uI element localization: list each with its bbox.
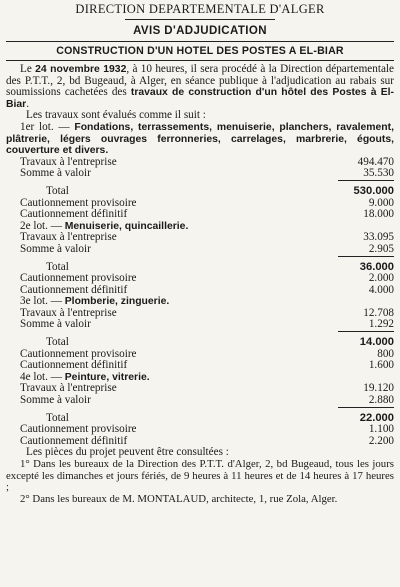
consultation-location-2: 2° Dans les bureaux de M. MONTALAUD, architecte, 1, rue Zola, Alger. (20, 492, 338, 505)
notice-subject: CONSTRUCTION D'UN HOTEL DES POSTES A EL-BIAR (56, 45, 344, 57)
lot-1-works: Travaux à l'entreprise 494.470 (20, 155, 394, 168)
lot-2-works: Travaux à l'entreprise 33.095 (20, 231, 394, 244)
lot-1-sum: Somme à valoir 35.530 (20, 167, 394, 180)
lot-2-provisional-bond: Cautionnement provisoire 2.000 (20, 272, 394, 285)
lot-4-heading: 4e lot. — Peinture, vitrerie. (20, 370, 150, 383)
lot-4-sum: Somme à valoir 2.880 (20, 394, 394, 407)
divider (6, 41, 394, 42)
estimate-line: Les travaux sont évalués comme il suit : (26, 109, 206, 122)
lot-3-heading: 3e lot. — Plomberie, zinguerie. (20, 295, 170, 308)
lot-4-works: Travaux à l'entreprise 19.120 (20, 382, 394, 395)
lot-4-total: Total 22.000 (46, 411, 394, 424)
notice-title: AVIS D'ADJUDICATION (133, 25, 267, 37)
lot-2-heading: 2e lot. — Menuiserie, quincaillerie. (20, 219, 189, 232)
intro-paragraph: Le 24 novembre 1932, à 10 heures, il sera procédé à la Direction départementale des P.T.T., 2, bd Bugeaud, à Alger, en séance publique à l'adjudication au rabais sur soumissions cachetées des travaux de construction d'un hôtel des Postes à El-Biar. (6, 63, 394, 110)
lot-2-final-bond: Cautionnement définitif 4.000 (20, 283, 394, 296)
lot-1-final-bond: Cautionnement définitif 18.000 (20, 208, 394, 221)
auction-date: 24 novembre 1932 (35, 64, 127, 75)
department-heading: DIRECTION DEPARTEMENTALE D'ALGER (75, 2, 325, 16)
newspaper-notice (6, 0, 394, 505)
divider (6, 60, 394, 61)
lot-3-sum: Somme à valoir 1.292 (20, 318, 394, 331)
lot-3-provisional-bond: Cautionnement provisoire 800 (20, 347, 394, 360)
lot-1-provisional-bond: Cautionnement provisoire 9.000 (20, 196, 394, 209)
lot-1-total: Total 530.000 (46, 184, 394, 197)
lot-1-heading: 1er lot. — Fondations, terrassements, menuiserie, planchers, ravalement, plâtrerie, légers ouvrages ferronneries, carrelages, marbrerie, égouts, couverture et divers. (6, 120, 394, 157)
lot-4-provisional-bond: Cautionnement provisoire 1.100 (20, 423, 394, 436)
consultation-intro: Les pièces du projet peuvent être consultées : (26, 446, 229, 459)
lot-2-sum: Somme à valoir 2.905 (20, 242, 394, 255)
divider (125, 19, 275, 20)
lot-4-final-bond: Cautionnement définitif 2.200 (20, 434, 394, 447)
lot-3-final-bond: Cautionnement définitif 1.600 (20, 359, 394, 372)
works-description: travaux de construction d'un hôtel des Postes à El-Biar (6, 87, 394, 110)
consultation-location-1: 1° Dans les bureaux de la Direction des P.T.T. d'Alger, 2, bd Bugeaud, tous les jours excepté les dimanches et jours fériés, de 9 heures à 11 heures et de 14 heures à 17 heures ; (6, 458, 394, 494)
lot-3-total: Total 14.000 (46, 336, 394, 349)
lot-3-works: Travaux à l'entreprise 12.708 (20, 306, 394, 319)
lot-2-total: Total 36.000 (46, 260, 394, 273)
